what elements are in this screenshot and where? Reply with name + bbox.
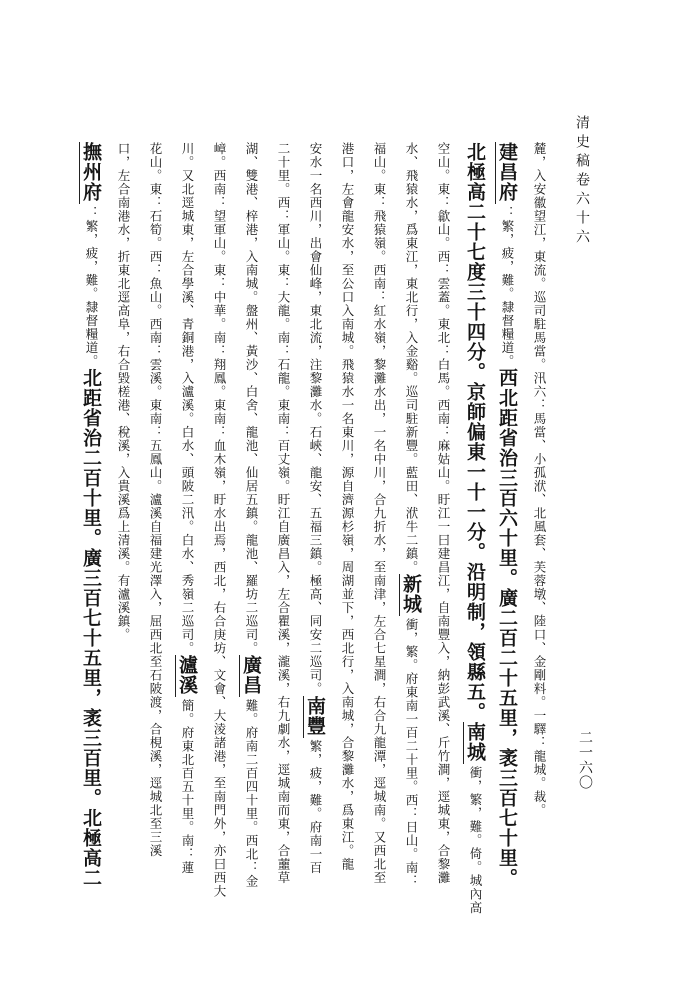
main-text: 北距省治二百十里。廣三百七十五里，袤三百里。北極高二 [80, 368, 102, 888]
place-name: 建昌府 [496, 142, 518, 202]
place-name: 南城 [464, 722, 486, 762]
text-column [139, 142, 171, 962]
annotation-text: 川。又北逕城東，左合學溪、青銅港，入瀘溪。白水、頭陂二汛。白水、秀嶺二巡司。 [180, 142, 195, 655]
annotation-text: 福山。東：飛猿嶺。西南：紅水嶺，黎灘水出，一名中川，合九折水，至南津，左合七星澗，右合九龍潭，逕城南。又西北至 [372, 142, 387, 885]
annotation-text: 口，左合南港水，折東北逕高阜，右合毀槎港、稅溪，入貴溪爲上清溪。有瀘溪鎮。 [116, 142, 131, 642]
text-column [299, 142, 331, 962]
annotation-text: 湖、雙港、梓港，入南城。盤州、黃沙、白舍、龍池、仙居五鎮。龍池、羅坊二巡司。 [244, 142, 259, 655]
text-column [331, 142, 363, 962]
text-column [203, 142, 235, 962]
running-head: 清史稿卷六十六 [574, 115, 590, 248]
place-name: 新城 [400, 574, 422, 614]
text-column [363, 142, 395, 962]
text-column [491, 142, 523, 962]
annotation-text: 麓，入安徽望江，東流。巡司駐馬當。汛六：馬當、小孤洑、北風套、芙蓉墩、陸口、金剛料。一驛：龍城。裁。 [532, 142, 547, 817]
annotation-text: 空山。東：歙山。西：雲蓋。東北：白馬。西南：麻姑山。盱江一曰建昌江，自南豐入，納彭武溪、斤竹澗，逕城東，合黎灘 [436, 142, 451, 885]
annotation-text: 安水一名西川，出會仙峰，東北流，注黎灘水。石峽、龍安、五福三鎮。極高、同安二巡司。 [308, 142, 323, 696]
place-name: 廣昌 [240, 655, 262, 695]
text-column [459, 142, 491, 962]
text-column [171, 142, 203, 962]
annotation-text: 花山。東：石筍。西：魚山。西南：雲溪。東南：五鳳山。瀘溪自福建光澤入，屈西北至石陂渡，合梘溪，逕城北至三溪 [148, 142, 163, 858]
text-column [75, 142, 107, 962]
main-text: 北極高二十七度三十四分。京師偏東一十一分。沿明制，領縣五。 [464, 142, 486, 722]
place-name: 瀘溪 [176, 655, 198, 695]
annotation-text: 衝，繁，難。倚。城內高 [468, 766, 483, 915]
main-text: 西北距省治三百六十里。廣二百二十五里，袤三百七十里。 [496, 368, 518, 888]
text-column [395, 142, 427, 962]
annotation-text: 難。府南二百四十里。西北：金 [244, 699, 259, 888]
annotation-text: 繁，疲，難。府南一百 [308, 739, 323, 875]
annotation-text: 嶂。西南：望軍山。東：中華。南：翔鳳。東南：血木嶺，盱水出焉，西北，右合庚坊、文會、大淩諸港，至南門外，亦曰西大 [212, 142, 227, 898]
text-column [267, 142, 299, 962]
annotation-text: 港口，左會龍安水，至公口入南城。飛猿水一名東川，源自濟源杉嶺，周湖並下，西北行，入南城，合黎灘水，爲東江。龍 [340, 142, 355, 871]
text-column [235, 142, 267, 962]
annotation-text: ：繁，疲，難。隸督糧道。 [500, 206, 515, 368]
annotation-text: 衝，繁。府東南一百二十里。西：日山。南： [404, 618, 419, 888]
annotation-text: ：繁，疲，難。隸督糧道。 [84, 206, 99, 368]
text-column [523, 142, 555, 962]
text-column [107, 142, 139, 962]
annotation-text: 二十里。西：軍山。東：大龍。南：石龍。東南：百丈嶺。盱江自廣昌入，左合瞿溪，瀧溪，右九劇水，逕城南而東，合蘁草 [276, 142, 291, 885]
place-name: 南豐 [304, 695, 326, 736]
text-column [427, 142, 459, 962]
annotation-text: 簡。府東北百五十里。南：蓮 [180, 699, 195, 875]
annotation-text: 水、飛猿水，爲東江，東北行，入金谿。巡司駐新豐。藍田、洑牛二鎮。 [404, 142, 419, 574]
body-text [75, 142, 555, 962]
place-name: 撫州府 [80, 142, 102, 202]
page-number: 二一六〇 [577, 730, 593, 790]
